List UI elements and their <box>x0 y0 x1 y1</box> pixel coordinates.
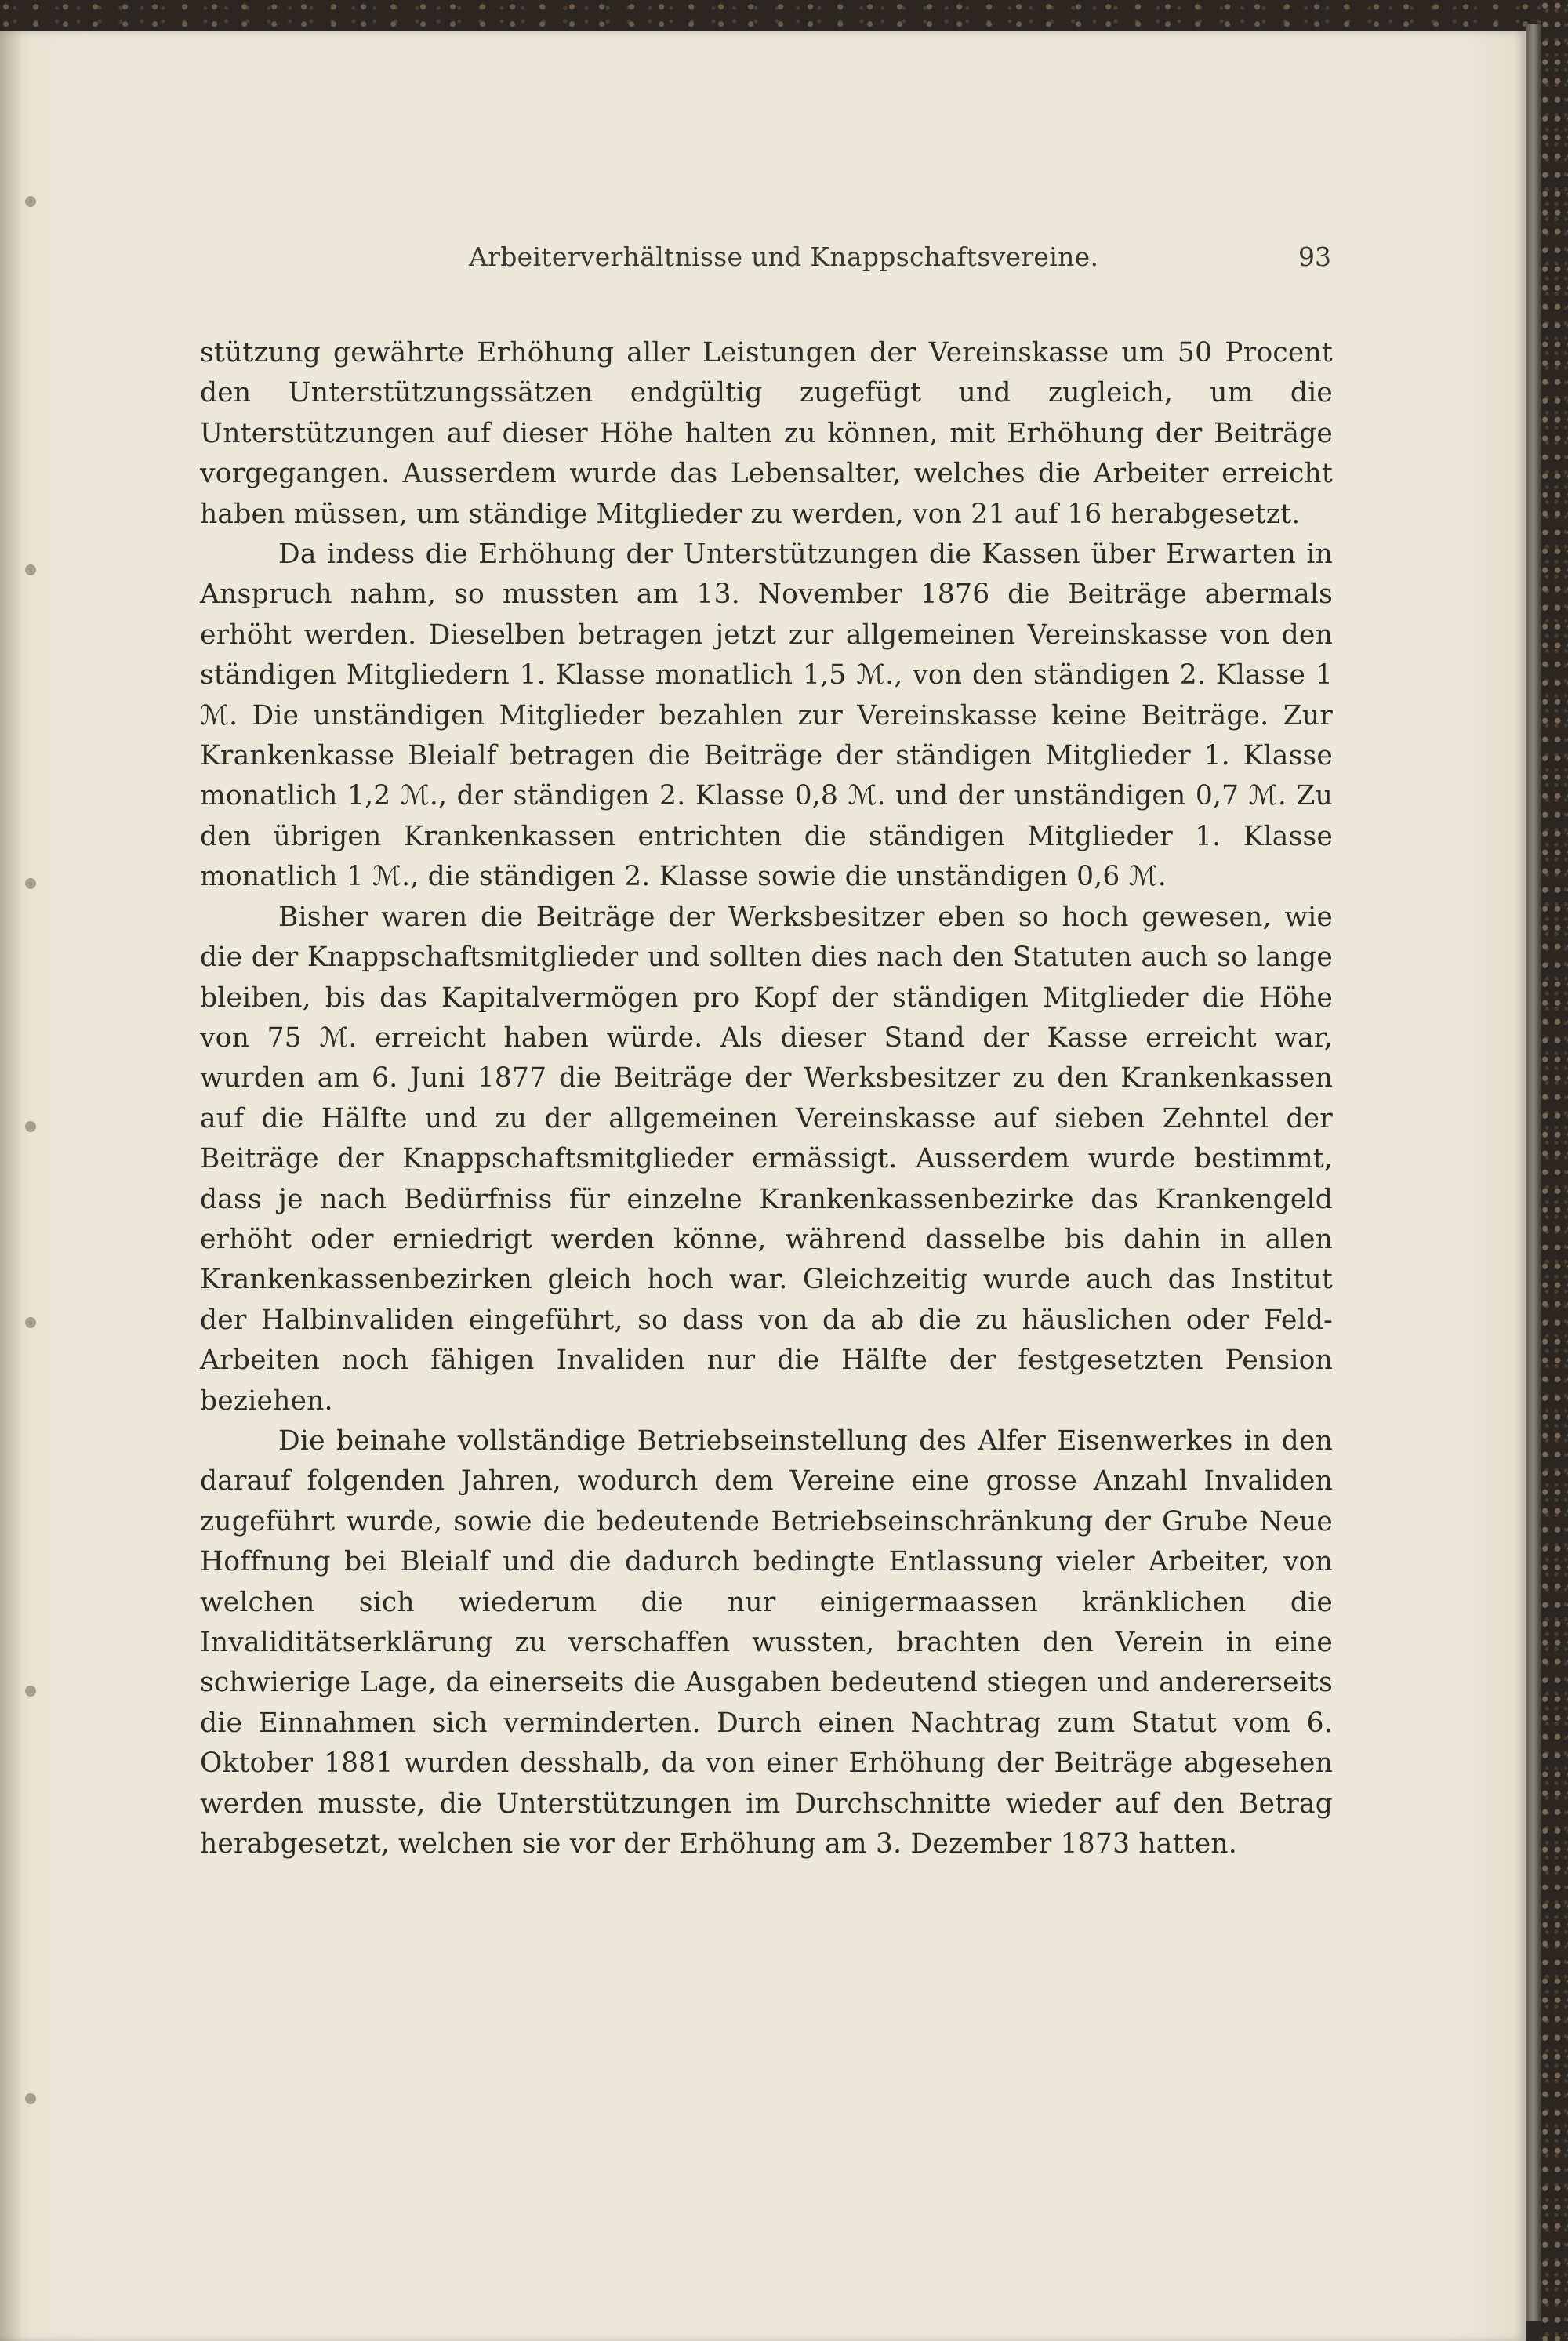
body-text <box>200 333 1333 1864</box>
paragraph: Bisher waren die Beiträge der Werksbesitzer eben so hoch gewesen, wie die der Knappschaftsmitglieder und sollten dies nach den Statuten auch so lange bleiben, bis das Kapitalvermögen pro Kopf der ständigen Mitglieder die Höhe von 75 ℳ. erreicht haben würde. Als dieser Stand der Kasse erreicht war, wurden am 6. Juni 1877 die Beiträge der Werksbesitzer zu den Krankenkassen auf die Hälfte und zu der allgemeinen Vereinskasse auf sieben Zehntel der Beiträge der Knappschaftsmitglieder ermässigt. Ausserdem wurde bestimmt, dass je nach Bedürfniss für einzelne Krankenkassenbezirke das Krankengeld erhöht oder erniedrigt werden könne, während dasselbe bis dahin in allen Krankenkassenbezirken gleich hoch war. Gleichzeitig wurde auch das Institut der Halbinvaliden eingeführt, so dass von da ab die zu häuslichen oder Feld-Arbeiten noch fähigen Invaliden nur die Hälfte der festgesetzten Pension beziehen. <box>200 901 1333 1417</box>
binding-mark <box>25 564 36 575</box>
book-board-edge <box>1526 24 1541 2321</box>
paragraph-continuation: stützung gewährte Erhöhung aller Leistungen der Vereinskasse um 50 Procent den Unterstützungssätzen endgültig zugefügt und zugleich, um die Unterstützungen auf dieser Höhe halten zu können, mit Erhöhung der Beiträge vorgegangen. Ausserdem wurde das Lebensalter, welches die Arbeiter erreicht haben müssen, um ständige Mitglieder zu werden, von 21 auf 16 herabgesetzt. <box>200 337 1333 530</box>
binding-mark <box>25 878 36 889</box>
book-cover-right-edge <box>1541 0 1568 2341</box>
binding-mark <box>25 1686 36 1697</box>
paragraph: Die beinahe vollständige Betriebseinstellung des Alfer Eisenwerkes in den darauf folgenden Jahren, wodurch dem Vereine eine grosse Anzahl Invaliden zugeführt wurde, sowie die bedeutende Betriebseinschränkung der Grube Neue Hoffnung bei Bleialf und die dadurch bedingte Entlassung vieler Arbeiter, von welchen sich wiederum die nur einigermaassen kränklichen die Invaliditätserklärung zu verschaffen wussten, brachten den Verein in eine schwierige Lage, da einerseits die Ausgaben bedeutend stiegen und andererseits die Einnahmen sich verminderten. Durch einen Nachtrag zum Statut vom 6. Oktober 1881 wurden desshalb, da von einer Erhöhung der Beiträge abgesehen werden musste, die Unterstützungen im Durchschnitte wieder auf den Betrag herabgesetzt, welchen sie vor der Erhöhung am 3. Dezember 1873 hatten. <box>200 1425 1333 1860</box>
binding-mark <box>25 1121 36 1132</box>
page-number: 93 <box>1298 241 1331 272</box>
running-title: Arbeiterverhältnisse und Knappschaftsvereine. <box>469 241 1099 272</box>
paragraph: Da indess die Erhöhung der Unterstützungen die Kassen über Erwarten in Anspruch nahm, so mussten am 13. November 1876 die Beiträge abermals erhöht werden. Dieselben betragen jetzt zur allgemeinen Vereinskasse von den ständigen Mitgliedern 1. Klasse monatlich 1,5 ℳ., von den ständigen 2. Klasse 1 ℳ. Die unständigen Mitglieder bezahlen zur Vereinskasse keine Beiträge. Zur Krankenkasse Bleialf betragen die Beiträge der ständigen Mitglieder 1. Klasse monatlich 1,2 ℳ., der ständigen 2. Klasse 0,8 ℳ. und der unständigen 0,7 ℳ. Zu den übrigen Krankenkassen entrichten die ständigen Mitglieder 1. Klasse monatlich 1 ℳ., die ständigen 2. Klasse sowie die unständigen 0,6 ℳ. <box>200 539 1333 893</box>
binding-mark <box>25 2093 36 2104</box>
binding-mark <box>25 196 36 207</box>
page-header <box>202 241 1331 281</box>
gutter-shadow <box>0 31 22 2341</box>
binding-mark <box>25 1317 36 1328</box>
page-sheet <box>0 31 1526 2341</box>
